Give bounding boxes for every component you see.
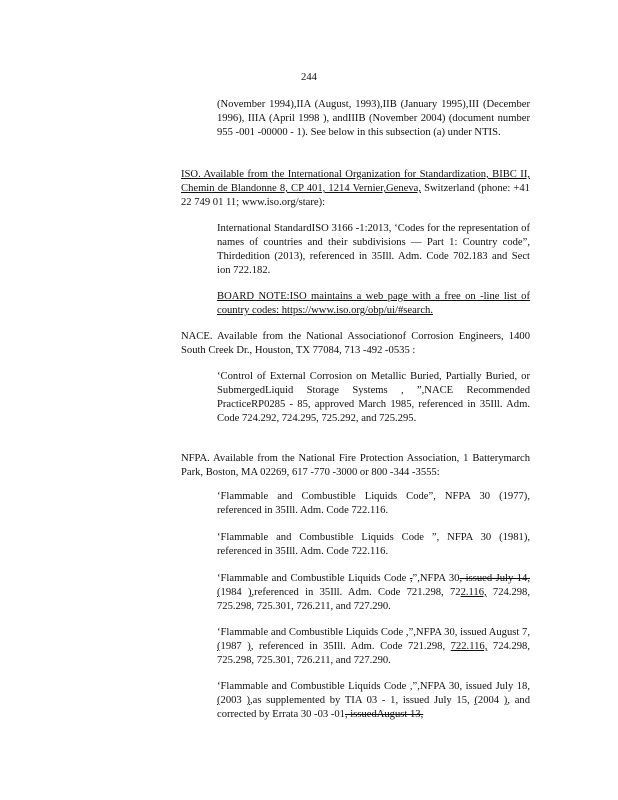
nace-rp0285-reference	[217, 370, 530, 426]
deleted-text: ,	[409, 573, 413, 584]
text-run: 724.298, 725.298, 725.301, 726.211, and 727.290.	[217, 641, 530, 666]
text-run: ,as supplemented by TIA 03 - 1, issued July 15,	[249, 695, 475, 706]
text-run: Switzerland (phone: +41 22 749 01 11; www.iso.org/stare):	[181, 183, 530, 208]
text-run: ‘Flammable and Combustible Liquids Code ”, NFPA 30 (1981), referenced in 35Ill. Adm. Code 722.116.	[217, 532, 530, 557]
nfpa-paragraph	[181, 452, 530, 480]
deleted-text: , issued July 14,	[459, 573, 531, 584]
nfpa-2003-reference	[217, 680, 530, 722]
inserted-text: 722.116,	[450, 641, 488, 652]
text-run: ”,NFPA 30	[412, 573, 460, 584]
inserted-text: )	[247, 587, 252, 598]
inserted-text: (	[217, 587, 221, 598]
text-run: , and corrected by Errata 30 -03 -01	[217, 695, 530, 720]
text-run: ‘Flammable and Combustible Liquids Code”, NFPA 30 (1977), referenced in 35Ill. Adm. Code 722.116.	[217, 491, 530, 516]
ntis-reference-continuation	[217, 98, 530, 140]
inserted-text: BOARD NOTE:ISO maintains a web page with a free on -line list of country codes: https://www.iso.org/obp/ui/#search.	[217, 291, 530, 316]
inserted-text: )	[247, 641, 251, 652]
nfpa-1981-reference	[217, 531, 530, 559]
nfpa-1984-reference	[217, 572, 530, 614]
board-note	[217, 290, 530, 318]
inserted-text: )	[246, 695, 250, 706]
text-run: 1984	[220, 587, 248, 598]
text-run: International StandardISO 3166 -1:2013, ‘Codes for the representation of names of countries and their subdivisions — Part 1: Country code”, Thirdedition (2013), referenced in 35Ill. Adm. Code 702.183 and Sect ion 722.182.	[217, 223, 530, 276]
text-run: 724.298, 725.298, 725.301, 726.211, and 727.290.	[217, 587, 530, 612]
text-run: 1987	[220, 641, 248, 652]
text-run: ‘Flammable and Combustible Liquids Code ,”,NFPA 30, issued July 18,	[217, 681, 530, 692]
nfpa-1987-reference	[217, 626, 530, 668]
inserted-text: (	[474, 695, 478, 706]
text-run: ‘Control of External Corrosion on Metallic Buried, Partially Buried, or SubmergedLiquid Storage Systems , ”,NACE Recommended PracticeRP0285 - 85, approved March 1985, referenced in 35Ill. Adm. Code 724.292, 724.295, 725.292, and 725.295.	[217, 371, 530, 424]
inserted-text: (	[217, 695, 221, 706]
text-run: ‘Flammable and Combustible Liquids Code ,”,NFPA 30, issued August 7,	[217, 627, 530, 638]
inserted-text: )	[503, 695, 508, 706]
nfpa-1977-reference	[217, 490, 530, 518]
deleted-text: , issuedAugust 13,	[344, 709, 424, 720]
text-run: (November 1994),IIA (August, 1993),IIB (January 1995),III (December 1996), IIIA (April 1998 ), andIIIB (November 2004) (document number 955 -001 -00000 - 1). See below in this subsection (a) under NTIS.	[217, 99, 530, 138]
text-run: ‘Flammable and Combustible Liquids Code	[217, 573, 410, 584]
iso-3166-reference	[217, 222, 530, 278]
text-run: 2003	[220, 695, 247, 706]
inserted-text: (	[217, 641, 221, 652]
page-number: 244	[301, 72, 317, 83]
iso-paragraph	[181, 168, 530, 210]
inserted-text: ISO. Available from the International Organization for Standardization, BIBC II, Chemin de Blandonne 8, CP 401, 1214 Vernier,Geneva,	[181, 169, 530, 194]
text-run: ,referenced in 35Ill. Adm. Code 721.298, 72	[251, 587, 461, 598]
inserted-text: 2.116,	[460, 587, 487, 598]
text-run: 2004	[477, 695, 504, 706]
nace-paragraph	[181, 330, 530, 358]
text-run: , referenced in 35Ill. Adm. Code 721.298,	[250, 641, 451, 652]
text-run: NFPA. Available from the National Fire Protection Association, 1 Batterymarch Park, Boston, MA 02269, 617 -770 -3000 or 800 -344 -3555:	[181, 453, 530, 478]
text-run: NACE. Available from the National Associationof Corrosion Engineers, 1400 South Creek Dr., Houston, TX 77084, 713 -492 -0535 :	[181, 331, 530, 356]
